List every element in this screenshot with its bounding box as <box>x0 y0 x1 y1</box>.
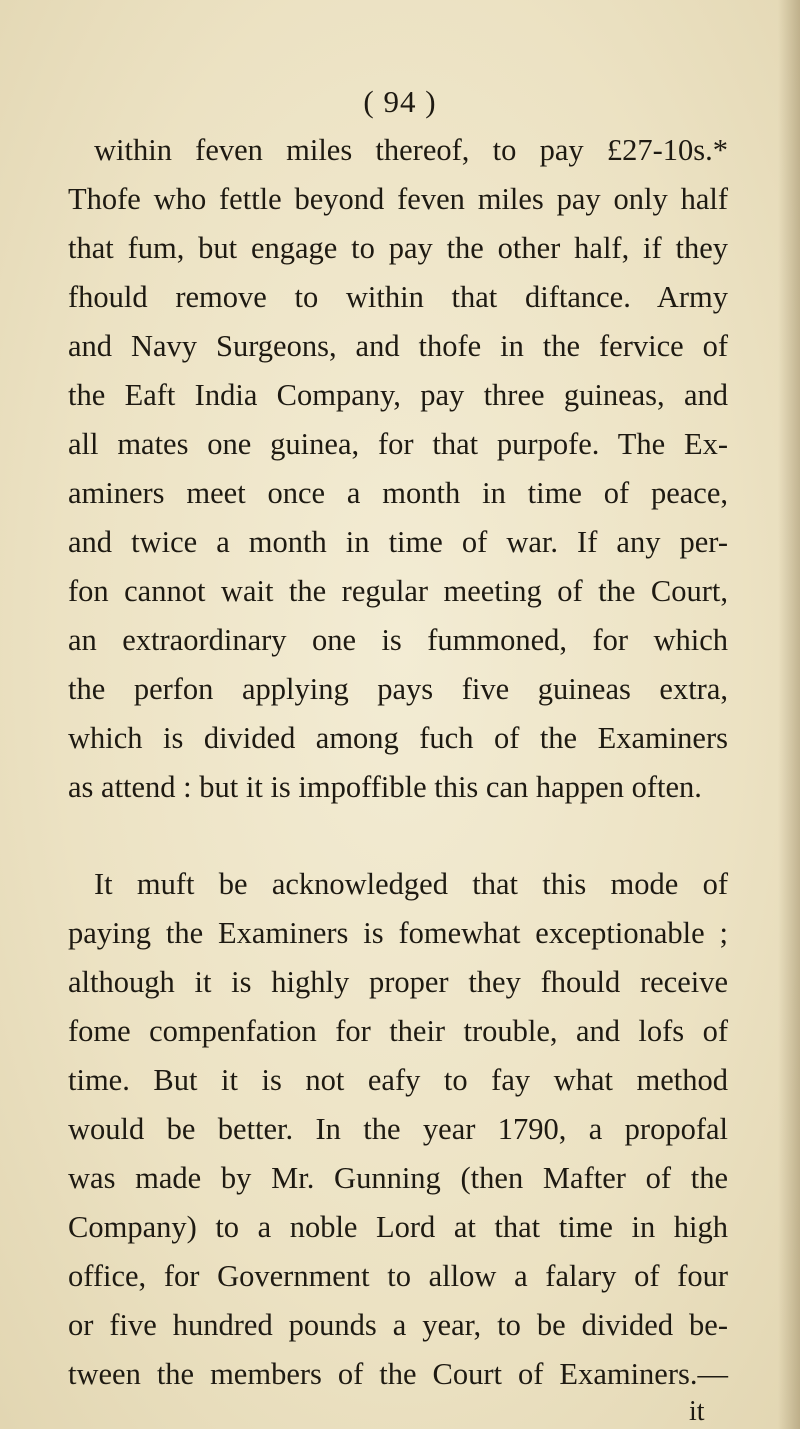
catchword: it <box>689 1396 705 1427</box>
text-line: and Navy Surgeons, and thofe in the fervice of <box>68 329 728 363</box>
text-line: aminers meet once a month in time of peace, <box>68 476 728 510</box>
text-line: would be better. In the year 1790, a propofal <box>68 1112 728 1146</box>
text-line: and twice a month in time of war. If any per- <box>68 525 728 559</box>
text-line: or five hundred pounds a year, to be divided be- <box>68 1308 728 1342</box>
text-line: all mates one guinea, for that purpofe. The Ex- <box>68 427 728 461</box>
text-line: Company) to a noble Lord at that time in high <box>68 1210 728 1244</box>
text-line: within feven miles thereof, to pay £27-10s.* <box>94 133 728 167</box>
page-number: ( 94 ) <box>363 84 437 119</box>
text-line: fome compenfation for their trouble, and lofs of <box>68 1014 728 1048</box>
text-line: an extraordinary one is fummoned, for which <box>68 623 728 657</box>
text-line: although it is highly proper they fhould receive <box>68 965 728 999</box>
text-line: which is divided among fuch of the Examiners <box>68 721 728 755</box>
text-line: that fum, but engage to pay the other half, if they <box>68 231 728 265</box>
text-line: fon cannot wait the regular meeting of the Court, <box>68 574 728 608</box>
text-line: time. But it is not eafy to fay what method <box>68 1063 728 1097</box>
text-line: was made by Mr. Gunning (then Mafter of the <box>68 1161 728 1195</box>
text-line: Thofe who fettle beyond feven miles pay only half <box>68 182 728 216</box>
text-line: office, for Government to allow a falary of four <box>68 1259 728 1293</box>
text-line: the Eaft India Company, pay three guineas, and <box>68 378 728 412</box>
text-line: It muft be acknowledged that this mode of <box>94 867 728 901</box>
text-line: the perfon applying pays five guineas extra, <box>68 672 728 706</box>
text-line: fhould remove to within that diftance. Army <box>68 280 728 314</box>
page-edge-shadow <box>778 0 800 1429</box>
text-line: as attend : but it is impoffible this can happen often. <box>68 770 702 804</box>
text-line: paying the Examiners is fomewhat exceptionable ; <box>68 916 728 950</box>
text-line: tween the members of the Court of Examiners.— <box>68 1357 728 1391</box>
